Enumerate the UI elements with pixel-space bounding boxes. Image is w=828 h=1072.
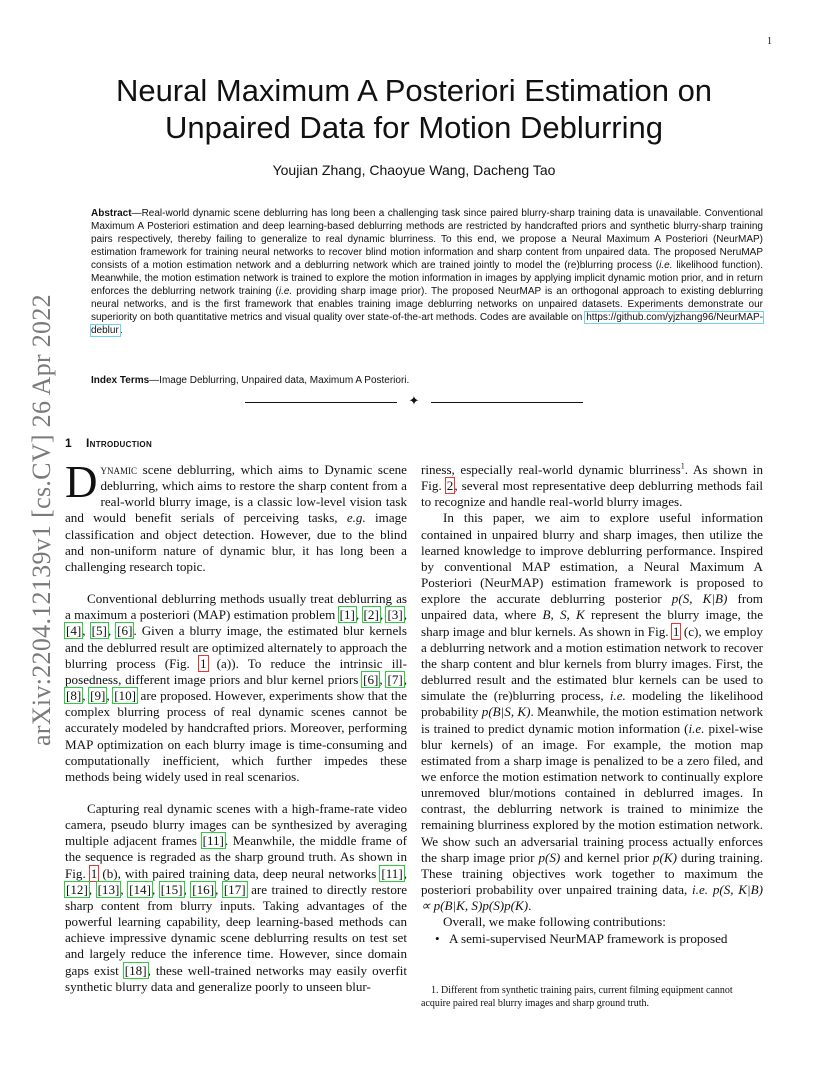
citation-link[interactable]: [2] <box>363 607 379 623</box>
figure-link[interactable]: 2 <box>446 478 454 494</box>
citation-link[interactable]: [3] <box>387 607 403 623</box>
citation-link[interactable]: [16] <box>192 881 215 897</box>
citation-link[interactable]: [4] <box>66 623 82 639</box>
citation-link[interactable]: [8] <box>66 688 82 704</box>
code-link[interactable]: https://github.com/yjzhang96/NeurMAP-deblur <box>91 312 763 337</box>
contributions-intro: Overall, we make following contributions: <box>443 914 666 930</box>
citation-link[interactable]: [7] <box>387 671 403 687</box>
abstract-label: Abstract <box>91 208 132 219</box>
footnote: 1. Different from synthetic training pairs, current filming equipment cannot acquire paired real blurry images and sharp ground truth. <box>421 985 733 1009</box>
section-heading: 1 Introduction <box>65 436 153 450</box>
author-list: Youjian Zhang, Chaoyue Wang, Dacheng Tao <box>272 162 556 178</box>
index-terms: Index Terms—Image Deblurring, Unpaired data, Maximum A Posteriori. <box>91 375 410 386</box>
arxiv-stamp: arXiv:2204.12139v1 [cs.CV] 26 Apr 2022 <box>27 294 56 746</box>
citation-link[interactable]: [17] <box>223 881 246 897</box>
page-number: 1 <box>767 36 772 47</box>
figure-link[interactable]: 1 <box>672 623 680 639</box>
figure-link[interactable]: 1 <box>199 655 207 671</box>
citation-link[interactable]: [13] <box>97 881 120 897</box>
abstract: Abstract—Real-world dynamic scene deblurring has long been a challenging task since paired blurry-sharp training data is unavailable. Conventional Maximum A Posteriori estimation and deep learning-based deblurring methods are restricted by handcrafted priors and synthetic blurry-sharp training pairs respectively, thereby failing to generalize to real dynamic blurriness. To this end, we propose a Neural Maximum A Posteriori (NeurMAP) estimation framework for training neural networks to recover blind motion information and sharp content from unpaired data. The proposed NeruMAP consists of a motion estimation network and a deblurring network which are trained jointly to model the (re)blurring process (i.e. likelihood function). Meanwhile, the motion estimation network is trained to explore the motion information in images by applying implicit dynamic motion prior, and in return enforces the deblurring network training (i.e. providing sharp image prior). The proposed NeurMAP is an orthogonal approach to existing deblurring neural networks, and is the first framework that enables training image deblurring networks on unpaired datasets. Experiments demonstrate our superiority on both quantitative metrics and visual quality over state-of-the-art methods. Codes are available on https://github.com/yjzhang96/NeurMAP-deblur. <box>91 208 764 337</box>
section-divider <box>245 396 583 410</box>
contribution-bullet: • A semi-supervised NeurMAP framework is proposed <box>421 931 763 947</box>
intro-paragraph-5: In this paper, we aim to explore useful information contained in unpaired blurry and sharp images, then utilize the learned knowledge to improve deblurring performance. Inspired by conventional MAP estimation, a Neural Maximum A Posteriori (NeurMAP) estimation framework is proposed to explore the accurate deblurring posterior p(S, K|B) from unpaired data, where B, S, K represent the blurry image, the sharp image and blur kernels. As shown in Fig. 1 (c), we employ a deblurring network and a motion estimation network to recover the sharp content and blur kernels from blurry images. First, the deblurred result and the estimated blur kernels can be used to simulate the (re)blurring process, i.e. modeling the likelihood probability p(B|S, K). Meanwhile, the motion estimation network is trained to predict dynamic motion information (i.e. pixel-wise blur kernels) of an image. For example, the motion map estimated from a sharp image is penalized to be a zero filed, and we enforce the motion estimation network to continually explore unremoved blur/motions contained in deblurred images. In contrast, the deblurring network is trained to minimize the remaining blurriness explored by the motion estimation network. We show such an adversarial training process actually enforces the sharp image prior p(S) and kernel prior p(K) during training. These training objectives work together to maximum the posteriori probability over unpaired training data, i.e. p(S, K|B) ∝ p(B|K, S)p(S)p(K). <box>421 510 764 914</box>
citation-link[interactable]: [6] <box>363 671 379 687</box>
citation-link[interactable]: [12] <box>66 881 88 897</box>
citation-link[interactable]: [5] <box>91 623 107 639</box>
paper-title: Neural Maximum A Posteriori Estimation on Unpaired Data for Motion Deblurring <box>115 73 713 145</box>
intro-paragraph-2: Conventional deblurring methods usually treat deblurring as a maximum a posteriori (MAP) estimation problem [1], [2], [3], [4], [5], [6]. Given a blurry image, the estimated blur kernels and the deblurred result are optimized alternately to approach the blurring process (Fig. 1 (a)). To reduce the intrinsic ill-posedness, different image priors and blur kernel priors [6], [7], [8], [9], [10] are proposed. However, experiments show that the complex blurring process of real dynamic scenes cannot be accurately modeled by handcrafted priors. Moreover, performing MAP optimization on each blurry image is time-consuming and computationally inefficient, which further impedes these methods being widely used in real scenarios. <box>65 591 408 784</box>
citation-link[interactable]: [10] <box>114 688 137 704</box>
intro-paragraph-4: riness, especially real-world dynamic blurriness$^1$. As shown in Fig. 2, several most representative deep deblurring methods fail to recognize and handle real-world blurry images. <box>421 461 764 510</box>
divider-star-icon: ✦ <box>408 394 420 409</box>
citation-link[interactable]: [1] <box>339 607 355 623</box>
citation-link[interactable]: [18] <box>124 962 147 978</box>
citation-link[interactable]: [9] <box>90 688 106 704</box>
footnote-marker: 1 <box>680 461 685 471</box>
figure-link[interactable]: 1 <box>90 865 98 881</box>
citation-link[interactable]: [11] <box>202 833 224 849</box>
citation-link[interactable]: [15] <box>160 881 183 897</box>
right-column <box>421 462 763 947</box>
intro-paragraph-3: Capturing real dynamic scenes with a high-frame-rate video camera, pseudo blurry images can be synthesized by averaging multiple adjacent frames [11]. Meanwhile, the middle frame of the sequence is regraded as the sharp ground truth. As shown in Fig. 1 (b), with paired training data, deep neural networks [11], [12], [13], [14], [15], [16], [17] are trained to directly restore sharp content from blurry inputs. Taking advantages of the powerful learning capability, deep learning-based methods can achieve impressive dynamic scene deblurring results on test set and largely reduce the inference time. However, since domain gaps exist [18], these well-trained networks may easily overfit synthetic blurry data and generalize poorly to unseen blur- <box>65 800 408 994</box>
left-column <box>65 457 408 995</box>
citation-link[interactable]: [11] <box>381 865 403 881</box>
intro-paragraph-1: Dynamic scene deblurring, which aims to Dynamic scene deblurring, which aims to restore the sharp content from a real-world blurry image, is a classic low-level vision task and would benefit serials of perceiving tasks, e.g. image classification and object detection. However, due to the blind and non-uniform nature of dynamic blur, it has long been a challenging research topic. <box>65 457 407 574</box>
citation-link[interactable]: [6] <box>117 623 133 639</box>
citation-link[interactable]: [14] <box>129 881 151 897</box>
